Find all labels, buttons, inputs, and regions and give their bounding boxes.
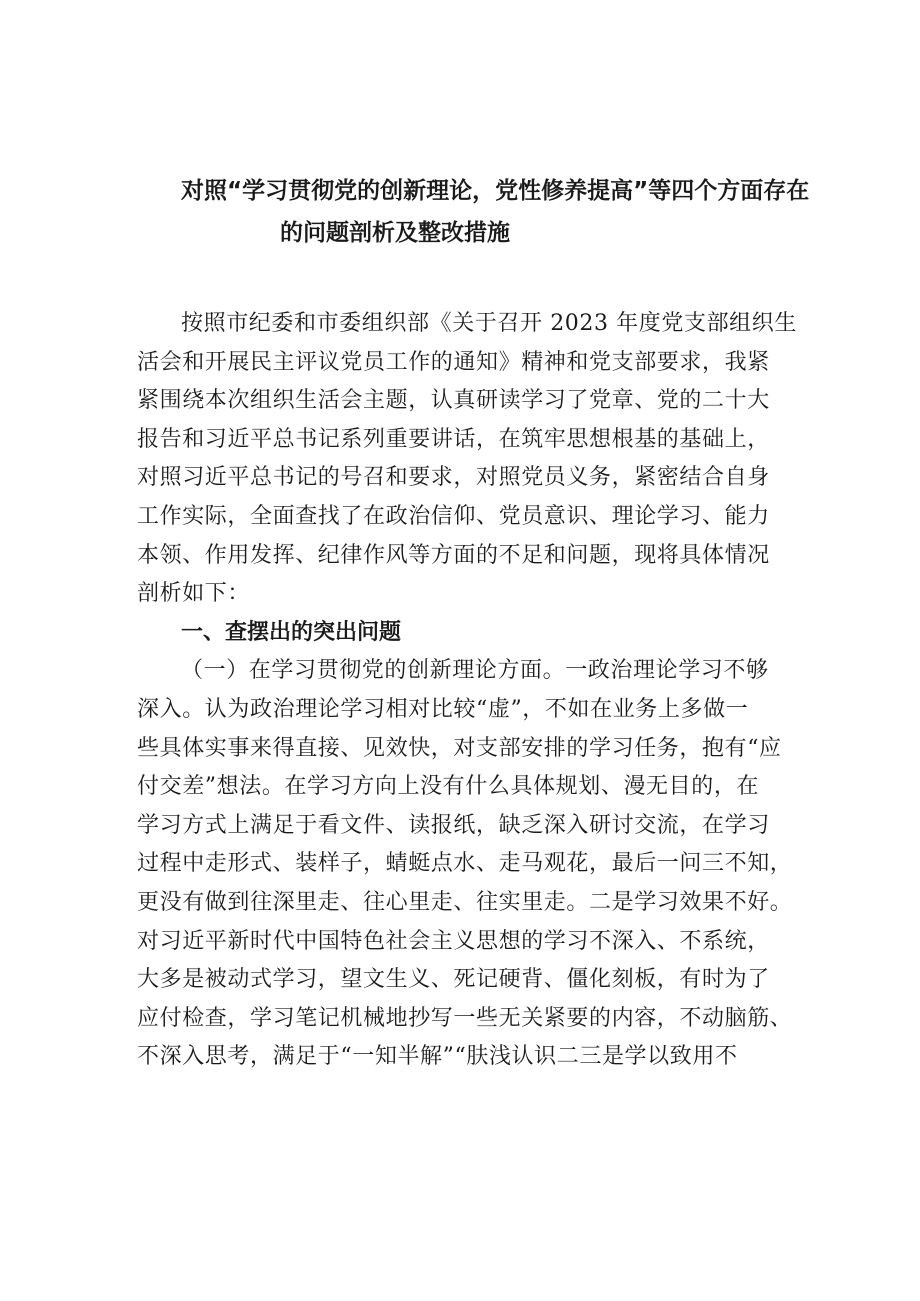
paragraph-line: 深入。认为政治理论学习相对比较“虚”，不如在业务上多做一	[137, 696, 749, 722]
paragraph-line: 剖析如下：	[137, 581, 251, 607]
paragraph-line: 学习方式上满足于看文件、读报纸，缺乏深入研讨交流，在学习	[137, 812, 770, 838]
paragraph-line: 本领、作用发挥、纪律作风等方面的不足和问题，现将具体情况	[137, 542, 770, 568]
paragraph-line: 付交差”想法。在学习方向上没有什么具体规划、漫无目的，在	[137, 774, 760, 800]
paragraph-line: 大多是被动式学习，望文生义、死记硬背、僵化刻板，有时为了	[137, 967, 770, 993]
title-line-1: 对照“学习贯彻党的创新理论，党性修养提高”等四个方面存在	[181, 178, 810, 204]
paragraph-line: （一）在学习贯彻党的创新理论方面。一政治理论学习不够	[181, 658, 769, 684]
document-body	[137, 305, 807, 1077]
paragraph-line: 不深入思考，满足于“一知半解”“肤浅认识二三是学以致用不	[137, 1044, 738, 1070]
paragraph-line: 对照习近平总书记的号召和要求，对照党员义务，紧密结合自身	[137, 465, 770, 491]
paragraph-line: 按照市纪委和市委组织部《关于召开 2023 年度党支部组织生	[181, 311, 797, 336]
title-line-2: 的问题剖析及整改措施	[280, 220, 510, 246]
paragraph-line: 过程中走形式、装样子，蜻蜓点水、走马观花，最后一问三不知，	[137, 851, 793, 877]
section-heading: 一、查摆出的突出问题	[181, 619, 402, 645]
paragraph-line: 更没有做到往深里走、往心里走、往实里走。二是学习效果不好。	[137, 889, 793, 915]
paragraph-line: 工作实际，全面查找了在政治信仰、党员意识、理论学习、能力	[137, 503, 770, 529]
paragraph-line: 紧围绕本次组织生活会主题，认真研读学习了党章、党的二十大	[137, 388, 770, 414]
paragraph-line: 对习近平新时代中国特色社会主义思想的学习不深入、不系统，	[137, 928, 770, 954]
paragraph-line: 报告和习近平总书记系列重要讲话，在筑牢思想根基的基础上，	[137, 426, 770, 452]
document-title	[0, 170, 920, 254]
paragraph-line: 活会和开展民主评议党员工作的通知》精神和党支部要求，我紧	[137, 349, 770, 375]
paragraph-line: 应付检查，学习笔记机械地抄写一些无关紧要的内容，不动脑筋、	[137, 1005, 793, 1031]
paragraph-line: 些具体实事来得直接、见效快，对支部安排的学习任务，抱有“应	[137, 735, 782, 761]
